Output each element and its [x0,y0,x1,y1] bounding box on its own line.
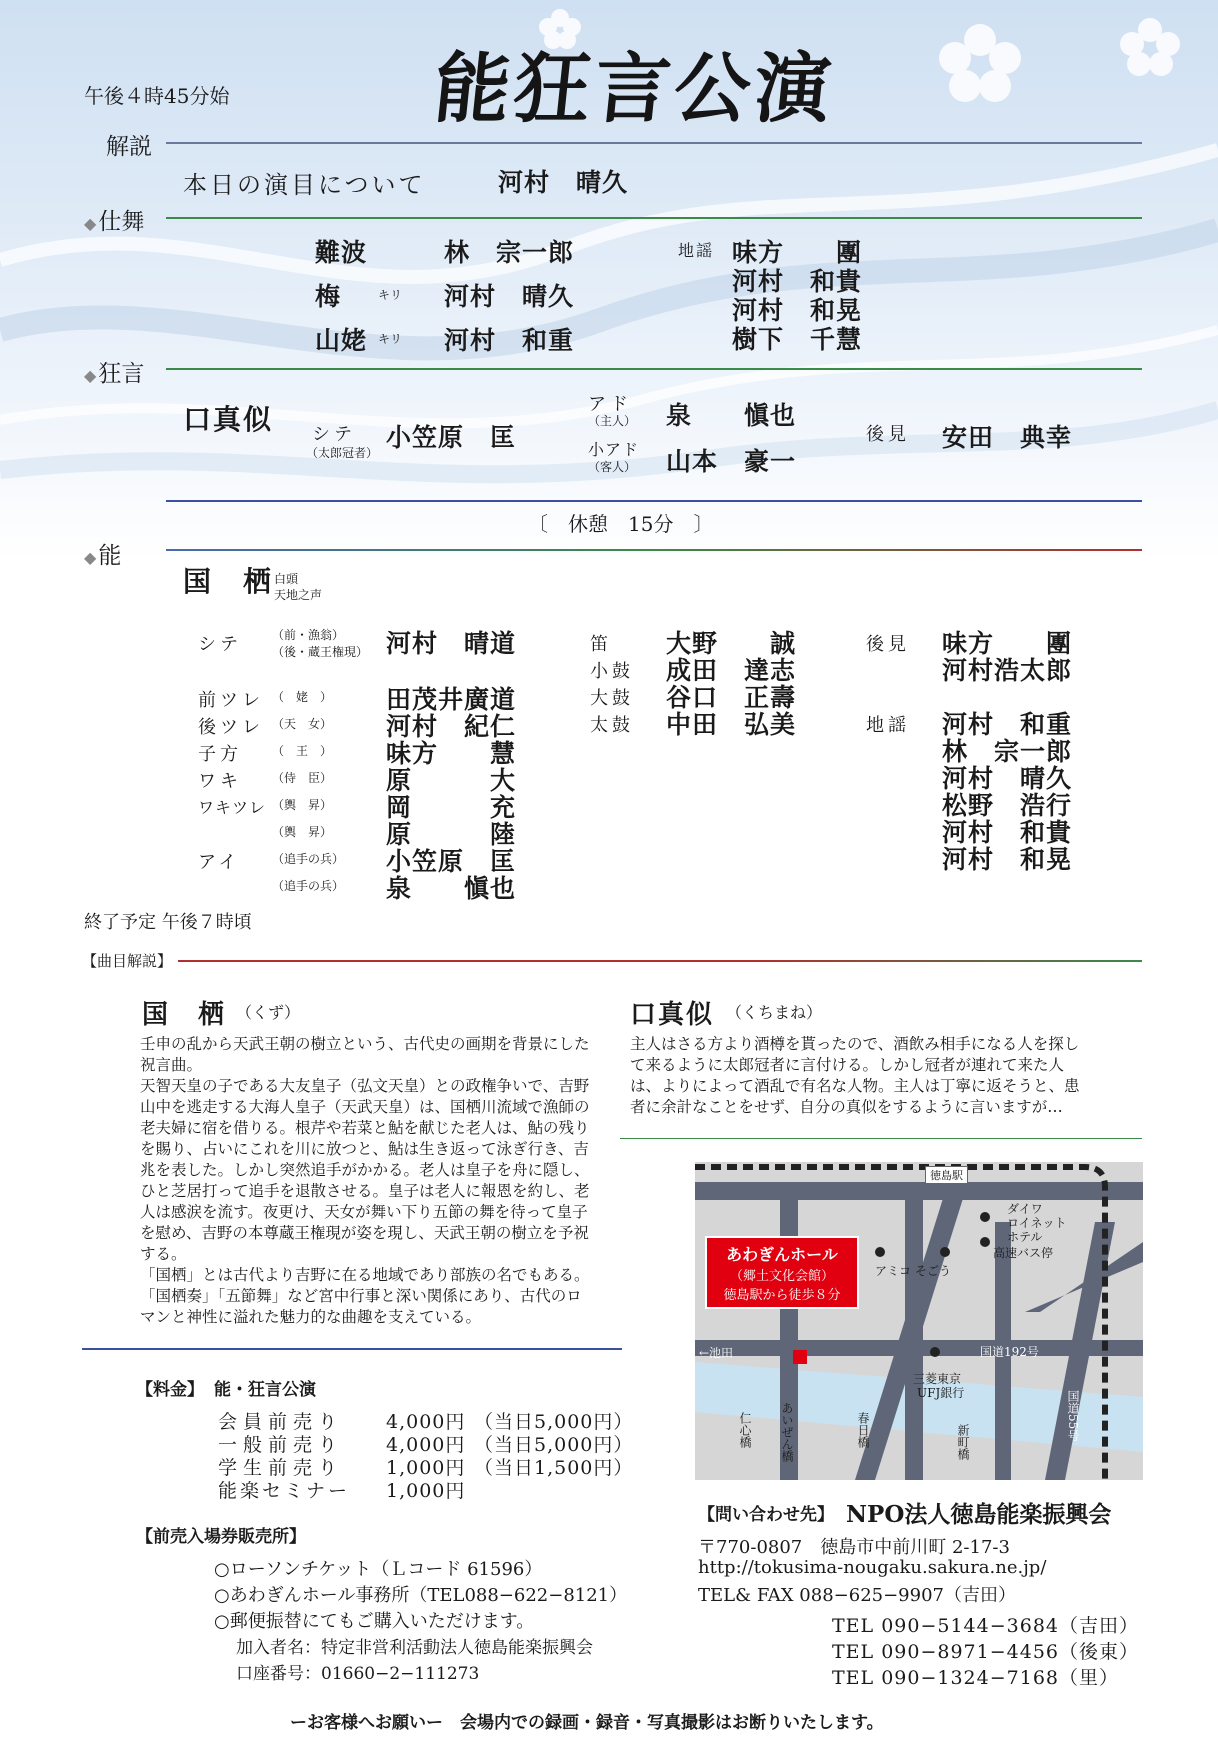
noh-cast-name: 原 大 [386,766,517,795]
fee-row-label: 一般前売り [218,1434,344,1456]
kuzu-text: 壬申の乱から天武王朝の樹立という、古代史の画期を背景にした祝言曲。 天智天皇の子である大友皇子（弘文天皇）との政権争いで、吉野山中を逃走する大海人皇子（天武天皇）は、国栖川流域で漁師の老夫婦に宿を借りる。根芹や若菜と鮎を献じた老人は、鮎の残りを賜り、占いにこれを川に放つと、鮎は生き返って泳ぎ行き、吉兆を表した。しかし突然追手がかかる。老人は皇子を舟に隠し、ひと芝居打って追手を退散させる。皇子は老人に報恩を約し、老人は感涙を流す。夜更け、天女が舞い下り五節の舞を待って皇子を慰め、吉野の本尊蔵王権現が姿を現し、天武王朝の樹立を予祝する。 「国栖」とは古代より吉野に在る地域であり部族の名でもある。「国栖奏」「五節舞」など宮中行事と深い関係にあり、古代のロマンと神性に溢れた魅力的な曲趣を支えている。 [140,1035,590,1326]
map-venue-access: 徳島駅から徒歩８分 [723,1288,841,1303]
diamond-icon: ◆ [84,548,97,567]
noh-rule [166,549,1142,551]
noh-cast-sub: （ 王 ） [272,744,333,758]
outlet-item: ○郵便振替にてもご購入いただけます。 [214,1611,535,1632]
noh-cast-sub: （輿 昇） [272,798,333,812]
shimai-jiutai-name: 河村 和貴 [732,267,863,296]
map-bridge: 春日橋 [856,1412,870,1448]
shimai-piece-title: 難波 [315,238,368,267]
noh-cast-name: 岡 充 [386,793,517,822]
noh-cast-role: ワキ [198,771,242,792]
hayashi-name: 大野 誠 [666,629,797,658]
kyogen-koken-label: 後見 [866,424,910,445]
kyogen-title: 口真似 [183,403,274,436]
diamond-icon: ◆ [84,214,97,233]
shimai-jiutai-label: 地謡 [678,241,715,260]
noh-title: 国 栖 [183,565,274,598]
access-map [695,1162,1143,1480]
kuchimane-title: 口真似 [630,1000,715,1030]
map-route-55: 国道55号 [1066,1390,1080,1442]
map-route: 国道192号 [980,1345,1039,1359]
kyogen-label: 狂言 [98,361,145,387]
kaisetsu-rule [166,142,1142,144]
map-hotel: ロイネット [1007,1216,1067,1230]
shimai-jiutai-name: 味方 團 [732,238,863,267]
contact-label: 【問い合わせ先】 [698,1505,834,1525]
kyogen-koado-sub: （客人） [588,460,637,474]
section-shimai-heading [84,203,144,236]
hayashi-name: 中田 弘美 [666,710,797,739]
kuchimane-reading: （くちまね） [726,1003,823,1022]
hayashi-inst: 笛 [590,634,612,655]
shimai-piece-title: 梅 [315,282,342,311]
kyogen-ado-role: アド [588,394,632,415]
fee-row-door: （当日1,500円） [474,1457,634,1479]
map-venue-box [705,1236,859,1309]
outlets-label: 【前売入場券販売所】 [136,1527,306,1547]
account-name: 加入者名：特定非営利活動法人徳島能楽振興会 [236,1638,593,1658]
shimai-piece-note: キリ [378,332,403,346]
hayashi-inst: 小鼓 [590,661,634,682]
kyogen-koado-name: 山本 豪一 [666,447,797,476]
hayashi-inst: 大鼓 [590,688,634,709]
map-bank: UFJ銀行 [917,1386,965,1400]
section-kaisetsu-heading [106,128,152,161]
contact-tel: TEL 090−1324−7168（里） [832,1667,1120,1689]
kaisetsu-label: 解説 [106,134,152,160]
footer-notice: ーお客様へお願いー 会場内での録画・録音・写真撮影はお断りいたします。 [290,1713,884,1733]
hayashi-inst: 太鼓 [590,715,634,736]
noh-koken-name: 河村浩太郎 [942,656,1073,685]
noh-cast-sub: （ 姥 ） [272,690,333,704]
map-hotel: ダイワ [1007,1202,1043,1216]
noh-cast-sub: （輿 昇） [272,825,333,839]
map-venue-name: あわぎんホール [726,1245,838,1264]
map-bridge: 新町橋 [956,1424,970,1460]
intermission-text: 〔 休憩 15分 〕 [528,512,714,536]
contact-address: 〒770-0807 徳島市中前川町 2-17-3 [698,1537,1010,1558]
noh-cast-role: 前ツレ [198,690,264,711]
kaisetsu-topic: 本日の演目について [183,171,426,199]
noh-jiutai-name: 河村 和重 [942,710,1073,739]
fee-row-price: 4,000円 [386,1411,466,1433]
noh-cast-sub: （侍 臣） [272,771,333,785]
noh-koken-name: 味方 團 [942,629,1073,658]
noh-cast-role: ワキツレ [198,798,267,817]
map-bridge: 仁心橋 [738,1412,752,1448]
section-noh-heading [84,537,121,570]
end-time: 終了予定 午後７時頃 [84,912,252,933]
kaisetsu-speaker: 河村 晴久 [498,168,629,197]
tickets-rule [82,1348,622,1350]
kyogen-ado-name: 泉 愼也 [666,401,797,430]
synopsis-rule [178,960,1142,962]
section-kyogen-heading [84,355,144,388]
kyogen-koken-name: 安田 典幸 [942,423,1073,452]
fee-row-price: 1,000円 [386,1457,466,1479]
noh-jiutai-name: 河村 和晃 [942,845,1073,874]
noh-jiutai-name: 河村 晴久 [942,764,1073,793]
noh-cast-name: 河村 紀仁 [386,712,517,741]
noh-cast-role: 子方 [198,744,242,765]
shimai-jiutai-name: 河村 和晃 [732,296,863,325]
kuchimane-text: 主人はさる方より酒樽を貰ったので、酒飲み相手になる人を探して来るように太郎冠者に言付ける。しかし冠者が連れて来た人は、よりによって酒乱で有名な人物。主人は丁寧に返そうと、患者に余計なことをせず、自分の真似をするように言いますが… [630,1035,1080,1116]
map-station: 徳島駅 [925,1166,968,1184]
kuzu-reading: （くず） [236,1003,301,1022]
contact-url[interactable]: http://tokusima-nougaku.sakura.ne.jp/ [698,1557,1047,1578]
noh-cast-name: 河村 晴道 [386,629,517,658]
synopsis-heading: 【曲目解説】 [82,952,173,970]
kyogen-shite-sub: （太郎冠者） [306,446,379,460]
noh-cast-name: 田茂井廣道 [386,685,517,714]
kyogen-koado-role: 小アド [588,440,640,459]
noh-cast-role: アイ [198,852,241,873]
noh-cast-sub: （後・蔵王権現） [272,645,369,659]
contact-org: NPO法人徳島能楽振興会 [846,1501,1112,1528]
contact-tel: TEL 090−5144−3684（吉田） [832,1615,1140,1637]
noh-cast-sub: （前・漁翁） [272,628,345,642]
hayashi-name: 谷口 正壽 [666,683,797,712]
hayashi-name: 成田 達志 [666,656,797,685]
shimai-piece-performer: 河村 和重 [444,326,575,355]
noh-label: 能 [98,543,122,569]
map-bus: 高速バス停 [993,1246,1054,1260]
intermission-rule [166,500,1142,502]
fee-row-label: 会員前売り [218,1411,344,1433]
outlet-item: ○ローソンチケット（Ｌコード 61596） [214,1559,543,1580]
shimai-label: 仕舞 [98,209,145,235]
diamond-icon: ◆ [84,366,97,385]
noh-cast-sub: （天 女） [272,717,333,731]
noh-jiutai-name: 松野 浩行 [942,791,1073,820]
noh-cast-name: 小笠原 匡 [386,847,517,876]
noh-cast-sub: （追手の兵） [272,852,345,866]
fee-label: 【料金】 [136,1380,204,1400]
kuzu-title: 国 栖 [142,1000,227,1030]
noh-jiutai-name: 林 宗一郎 [942,737,1073,766]
noh-jiutai-name: 河村 和貴 [942,818,1073,847]
fee-title: 能・狂言公演 [214,1380,316,1400]
shimai-jiutai-name: 樹下 千慧 [732,325,863,354]
noh-koken-label: 後見 [866,634,910,655]
kuchimane-rule [620,1138,1142,1139]
kyogen-shite-name: 小笠原 匡 [386,423,517,452]
fee-row-door: （当日5,000円） [474,1411,634,1433]
map-bridge: あいぜん橋 [780,1402,794,1462]
noh-cast-role: 後ツレ [198,717,264,738]
outlet-item: ○あわぎんホール事務所（TEL088−622−8121） [214,1585,628,1606]
fee-row-price: 4,000円 [386,1434,466,1456]
map-hotel: ホテル [1007,1230,1043,1244]
shimai-piece-performer: 林 宗一郎 [444,238,575,267]
shimai-piece-performer: 河村 晴久 [444,282,575,311]
map-ikeda: ←池田 [699,1346,734,1360]
kyogen-ado-sub: （主人） [588,414,637,428]
shimai-piece-title: 山姥 [315,326,368,355]
noh-cast-name: 泉 愼也 [386,874,517,903]
shimai-piece-note: キリ [378,288,403,302]
fee-row-door: （当日5,000円） [474,1434,634,1456]
noh-cast-name: 味方 慧 [386,739,517,768]
noh-jiutai-label: 地謡 [866,715,910,736]
shimai-rule [166,217,1142,219]
contact-tel: TEL 090−8971−4456（後東） [832,1641,1140,1663]
page-title: 能狂言公演 [429,44,840,133]
noh-kogaki: 天地之声 [274,588,323,602]
noh-cast-name: 原 陸 [386,820,517,849]
noh-cast-role: シテ [198,634,242,655]
kyogen-shite-role: シテ [312,424,356,445]
kyogen-rule [166,368,1142,370]
fee-row-label: 学生前売り [218,1457,344,1479]
map-sogo: そごう [915,1264,952,1278]
fee-row-label: 能楽セミナー [218,1480,351,1502]
map-bank: 三菱東京 [913,1372,962,1386]
account-number: 口座番号：01660−2−111273 [236,1664,480,1684]
map-amico: アミコ [875,1264,912,1278]
map-venue-sub: （郷土文化会館） [729,1269,834,1284]
noh-kogaki: 白頭 [274,572,299,586]
noh-cast-sub: （追手の兵） [272,879,345,893]
fee-row-price: 1,000円 [386,1480,466,1502]
contact-telfax: TEL& FAX 088−625−9907（吉田） [698,1585,1016,1606]
start-time: 午後４時45分始 [84,84,230,108]
